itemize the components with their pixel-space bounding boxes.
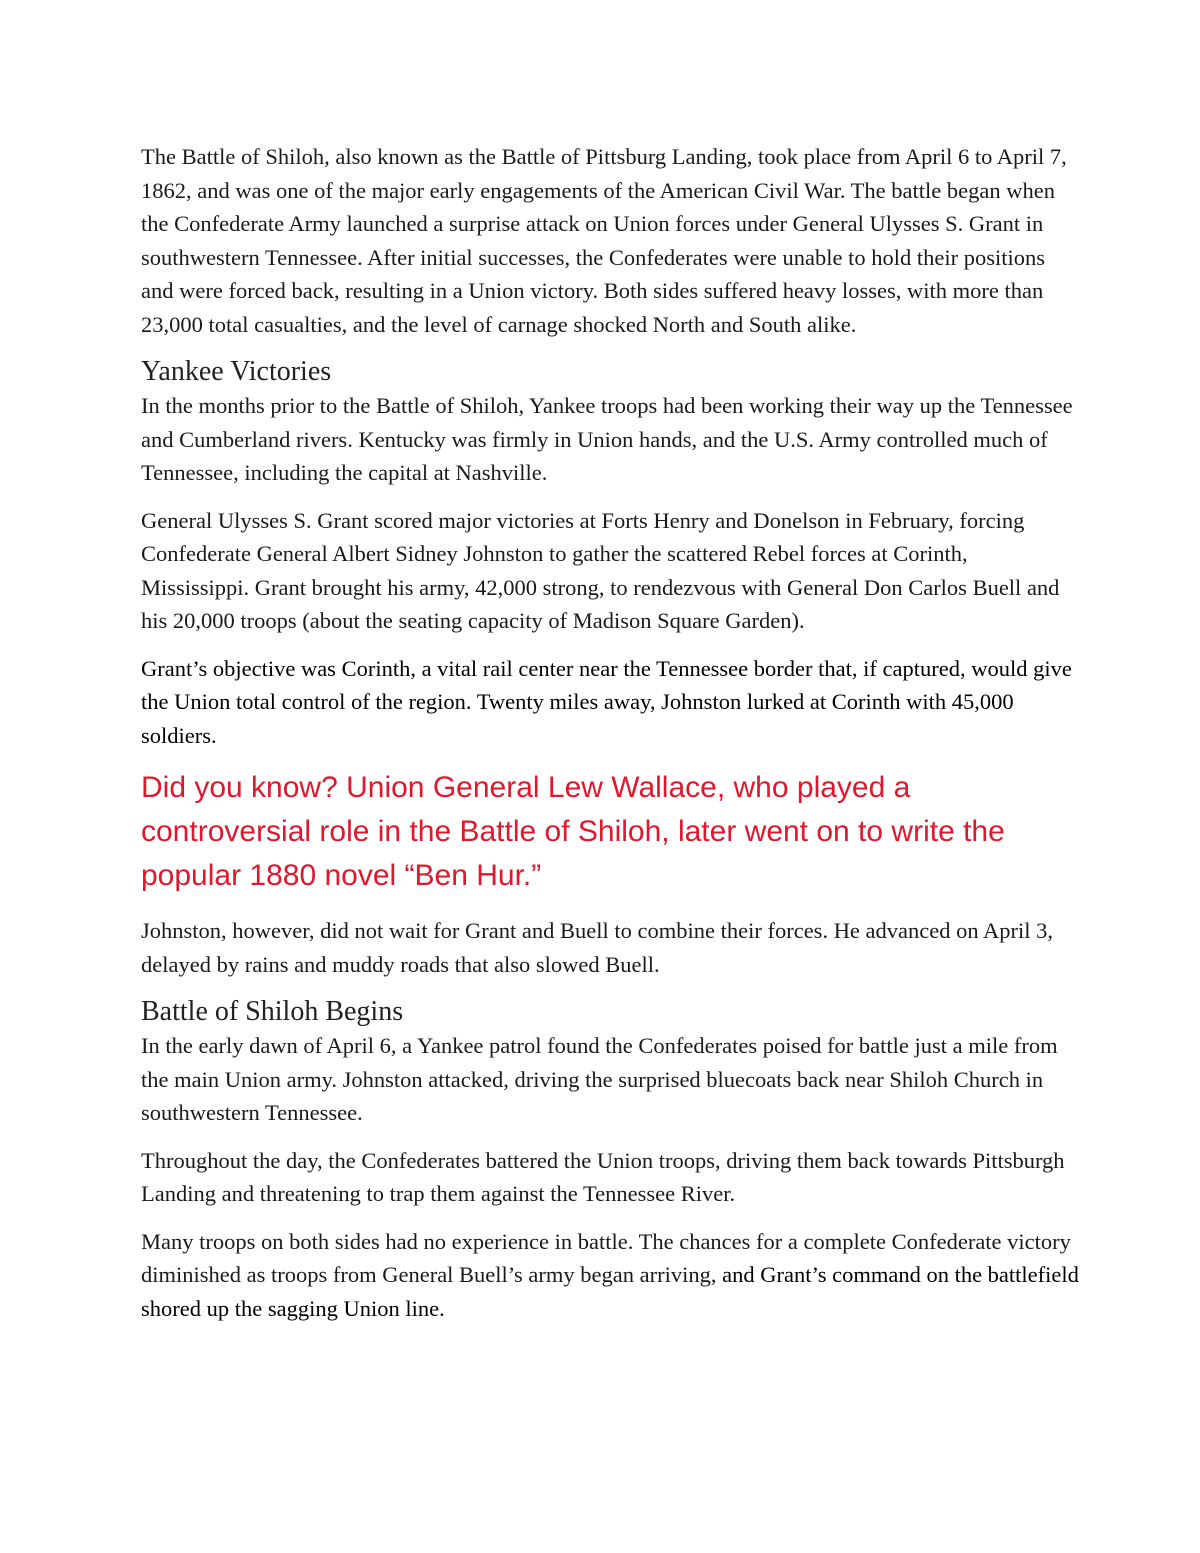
section-heading-battle-begins: Battle of Shiloh Begins [141, 996, 404, 1027]
section2-paragraph-3-end: and Grant’s command on the battlefield shored up the sagging Union line. [141, 1262, 1079, 1321]
after-callout-paragraph: Johnston, however, did not wait for Grant and Buell to combine their forces. He advanced on April 3, delayed by rains and muddy roads that also slowed Buell. [141, 918, 1053, 977]
did-you-know-callout: Did you know? Union General Lew Wallace, who played a controversial role in the Battle of Shiloh, later went on to write the popular 1880 novel “Ben Hur.” [141, 771, 1005, 892]
section1-paragraph-2: General Ulysses S. Grant scored major victories at Forts Henry and Donelson in February, forcing Confederate General Albert Sidney Johnston to gather the scattered Rebel forces at Corinth, Mississippi. Grant brought his army, 42,000 strong, to rendezvous with General Don Carlos Buell and his 20,000 troops (about the seating capacity of Madison Square Garden). [141, 507, 1060, 633]
section-heading-yankee-victories: Yankee Victories [141, 356, 332, 387]
section2-paragraph-3 [141, 1225, 1081, 1326]
document-page [141, 140, 1081, 1339]
section2-paragraph-2: Throughout the day, the Confederates battered the Union troops, driving them back towards Pittsburgh Landing and threatening to trap them against the Tennessee River. [141, 1147, 1065, 1206]
intro-paragraph: The Battle of Shiloh, also known as the Battle of Pittsburg Landing, took place from April 6 to April 7, 1862, and was one of the major early engagements of the American Civil War. The battle began when the Confederate Army launched a surprise attack on Union forces under General Ulysses S. Grant in southwestern Tennessee. After initial successes, the Confederates were unable to hold their positions and were forced back, resulting in a Union victory. Both sides suffered heavy losses, with more than 23,000 total casualties, and the level of carnage shocked North and South alike. [141, 144, 1067, 337]
section1-paragraph-1: In the months prior to the Battle of Shiloh, Yankee troops had been working their way up the Tennessee and Cumberland rivers. Kentucky was firmly in Union hands, and the U.S. Army controlled much of Tennessee, including the capital at Nashville. [141, 393, 1073, 485]
section2-paragraph-3-start: Many troops on both sides had no experience in battle. The chances for a complete Confederate victory diminished as troops from General Buell’s army began arriving, [141, 1228, 1071, 1287]
section2-paragraph-1: In the early dawn of April 6, a Yankee patrol found the Confederates poised for battle just a mile from the main Union army. Johnston attacked, driving the surprised bluecoats back near Shiloh Church in southwestern Tennessee. [141, 1033, 1058, 1125]
section1-paragraph-3: Grant’s objective was Corinth, a vital rail center near the Tennessee border that, if captured, would give the Union total control of the region. Twenty miles away, Johnston lurked at Corinth with 45,000 soldiers. [141, 655, 1072, 748]
